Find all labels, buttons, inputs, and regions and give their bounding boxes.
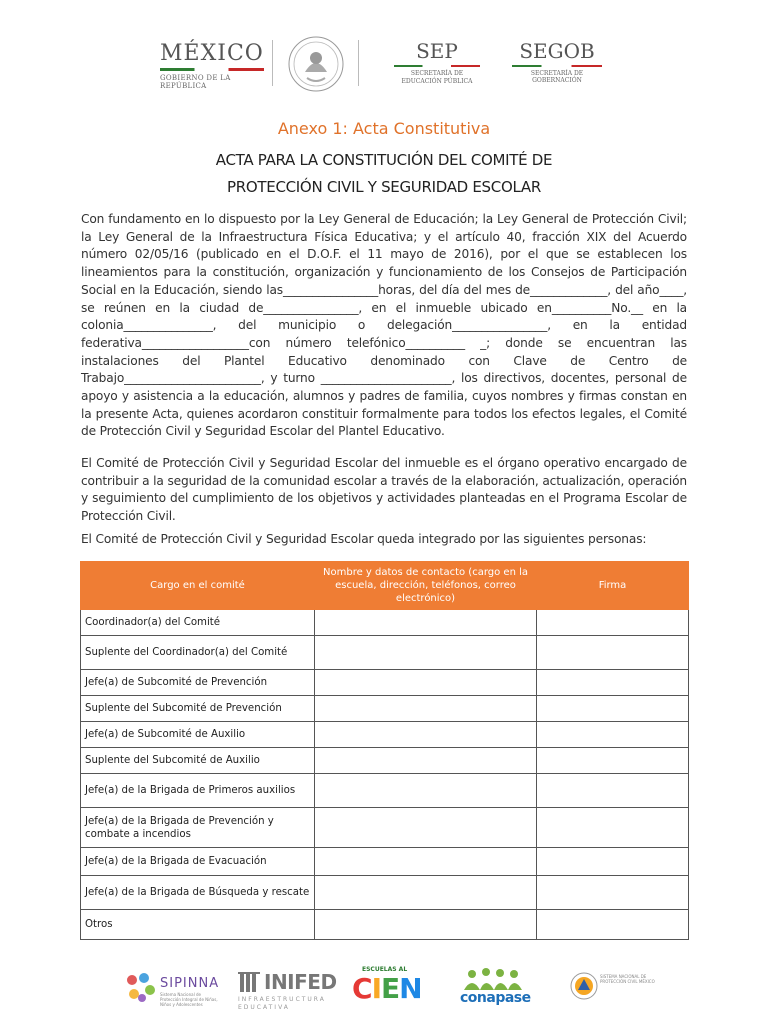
signature-cell[interactable] <box>537 670 689 696</box>
header-divider <box>272 40 273 86</box>
contact-cell[interactable] <box>315 636 537 670</box>
signature-cell[interactable] <box>537 696 689 722</box>
inifed-building-icon <box>238 970 262 994</box>
sipinna-logo-text: SIPINNA <box>160 976 220 991</box>
table-row <box>81 610 689 636</box>
sep-logo <box>394 40 480 86</box>
sep-logo-bar <box>394 65 480 67</box>
header-logos <box>0 30 768 100</box>
signature-cell[interactable] <box>537 910 689 940</box>
sipinna-logo <box>122 970 220 1010</box>
gobierno-mexico-logo <box>160 42 264 90</box>
proteccion-civil-logo-sub: SISTEMA NACIONAL DE PROTECCIÓN CIVIL MÉXICO <box>600 974 655 984</box>
column-header-contact: Nombre y datos de contacto (cargo en la escuela, dirección, teléfonos, correo electrónico) <box>315 562 537 610</box>
paragraph-committee-members-intro: El Comité de Protección Civil y Seguridad Escolar queda integrado por las siguientes personas: <box>81 532 647 546</box>
document-title-line-2: PROTECCIÓN CIVIL Y SEGURIDAD ESCOLAR <box>227 178 541 196</box>
table-row <box>81 910 689 940</box>
paragraph-legal-basis: Con fundamento en lo dispuesto por la Ley General de Educación; la Ley General de Protección Civil; la Ley General de la Infraestructura Física Educativa; y el artículo 40, fracción XIX del Acuerdo número 02/05/16 (publicado en el D.O.F. el 11 mayo de 2016), por el que se establecen los lineamientos para la constitución, organización y funcionamiento de los Consejos de Participación Social en la Educación, siendo las________________horas, del día del mes de_____________, del año____, se reúnen en la ciudad de________________, en el inmueble ubicado en__________No.__ en la colonia_______________, del municipio o delegación________________, en la entidad federativa__________________con número telefónico__________ _; donde se encuentran las instalaciones del Plantel Educativo denominado con Clave de Centro de Trabajo_______________________, y turno ______________________, los directivos, docentes, personal de apoyo y asistencia a la educación, alumnos y padres de familia, cuyos nombres y firmas constan en la presente Acta, quienes acordaron constituir formalmente para todos los efectos legales, el Comité de Protección Civil y Seguridad Escolar del Plantel Educativo. <box>81 212 687 439</box>
document-title-line-1: ACTA PARA LA CONSTITUCIÓN DEL COMITÉ DE <box>215 151 553 169</box>
sipinna-logo-sub: Sistema Nacional de Protección Integral de Niñas, Niños y Adolescentes <box>160 992 218 1007</box>
role-cell: Jefe(a) de Subcomité de Prevención <box>81 670 315 696</box>
role-cell: Suplente del Coordinador(a) del Comité <box>81 636 315 670</box>
conapase-logo <box>460 968 532 1006</box>
conapase-people-icon <box>460 968 532 992</box>
annex-title: Anexo 1: Acta Constitutiva <box>277 119 491 138</box>
escuelas-letter-e: E <box>380 972 400 1005</box>
segob-logo-bar <box>512 65 602 67</box>
sep-logo-sub-2: EDUCACIÓN PÚBLICA <box>401 78 473 85</box>
contact-cell[interactable] <box>315 910 537 940</box>
mexico-logo-sub: GOBIERNO DE LA REPÚBLICA <box>160 74 231 90</box>
contact-cell[interactable] <box>315 876 537 910</box>
sep-logo-name: SEP <box>416 39 458 63</box>
role-cell: Otros <box>81 910 315 940</box>
contact-cell[interactable] <box>315 696 537 722</box>
contact-cell[interactable] <box>315 848 537 876</box>
segob-logo-name: SEGOB <box>519 39 595 63</box>
contact-cell[interactable] <box>315 610 537 636</box>
signature-cell[interactable] <box>537 610 689 636</box>
table-row <box>81 748 689 774</box>
proteccion-civil-triangle-icon <box>570 972 598 1000</box>
segob-logo <box>512 40 602 84</box>
column-header-role: Cargo en el comité <box>81 562 315 610</box>
escuelas-letter-i: I <box>371 972 381 1005</box>
table-row <box>81 722 689 748</box>
header-divider <box>358 40 359 86</box>
inifed-logo-text: INIFED <box>264 970 337 994</box>
signature-cell[interactable] <box>537 636 689 670</box>
table-row <box>81 670 689 696</box>
role-cell: Jefe(a) de la Brigada de Prevención y combate a incendios <box>81 808 315 848</box>
escuelas-letter-n: N <box>399 972 422 1005</box>
proteccion-civil-logo <box>570 972 655 1004</box>
sipinna-people-icon <box>122 970 158 1006</box>
table-row <box>81 876 689 910</box>
escuelas-logo-top: ESCUELAS AL <box>362 966 408 973</box>
role-cell: Jefe(a) de la Brigada de Búsqueda y rescate <box>81 876 315 910</box>
inifed-logo <box>238 970 337 1011</box>
table-row <box>81 808 689 848</box>
table-body <box>81 610 689 940</box>
table-row <box>81 636 689 670</box>
table-row <box>81 848 689 876</box>
footer-logos <box>0 964 768 1014</box>
signature-cell[interactable] <box>537 876 689 910</box>
national-seal-icon <box>283 34 349 94</box>
table-row <box>81 696 689 722</box>
segob-logo-sub: SECRETARÍA DE GOBERNACIÓN <box>530 70 584 84</box>
committee-members-table <box>80 561 689 940</box>
contact-cell[interactable] <box>315 748 537 774</box>
escuelas-logo-big <box>352 972 422 1005</box>
contact-cell[interactable] <box>315 722 537 748</box>
conapase-logo-text: conapase <box>460 990 531 1006</box>
column-header-signature: Firma <box>537 562 689 610</box>
mexico-logo-name: MÉXICO <box>160 41 264 66</box>
paragraph-committee-purpose: El Comité de Protección Civil y Seguridad Escolar del inmueble es el órgano operativo encargado de contribuir a la seguridad de la comunidad escolar a través de la elaboración, actualización, operación y seguimiento del cumplimiento de los objetivos y actividades planteadas en el Programa Escolar de Protección Civil. <box>81 456 687 524</box>
table-header-row <box>81 562 689 610</box>
contact-cell[interactable] <box>315 670 537 696</box>
role-cell: Suplente del Subcomité de Auxilio <box>81 748 315 774</box>
sep-logo-sub-1: SECRETARÍA DE <box>410 70 464 77</box>
signature-cell[interactable] <box>537 722 689 748</box>
signature-cell[interactable] <box>537 774 689 808</box>
mexico-logo-bar <box>160 68 264 71</box>
role-cell: Jefe(a) de Subcomité de Auxilio <box>81 722 315 748</box>
signature-cell[interactable] <box>537 808 689 848</box>
signature-cell[interactable] <box>537 848 689 876</box>
inifed-logo-sub: INFRAESTRUCTURA EDUCATIVA <box>238 996 326 1011</box>
table-row <box>81 774 689 808</box>
role-cell: Jefe(a) de la Brigada de Evacuación <box>81 848 315 876</box>
role-cell: Suplente del Subcomité de Prevención <box>81 696 315 722</box>
escuelas-letter-c: C <box>352 972 372 1005</box>
role-cell: Coordinador(a) del Comité <box>81 610 315 636</box>
contact-cell[interactable] <box>315 774 537 808</box>
signature-cell[interactable] <box>537 748 689 774</box>
contact-cell[interactable] <box>315 808 537 848</box>
role-cell: Jefe(a) de la Brigada de Primeros auxilios <box>81 774 315 808</box>
